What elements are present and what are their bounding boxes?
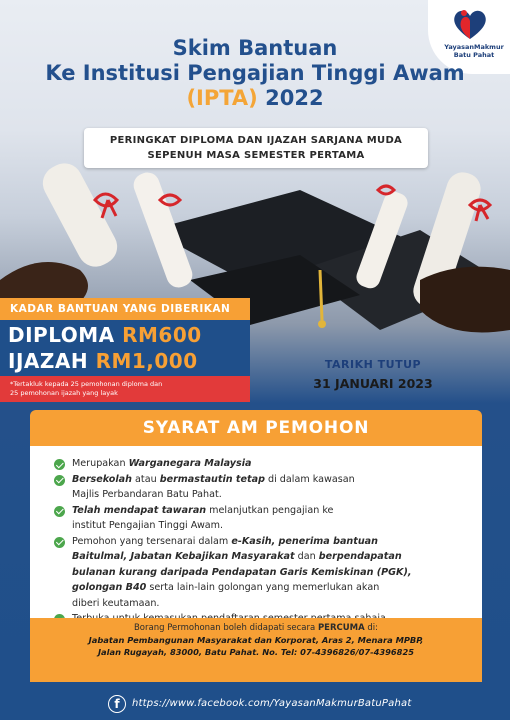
title-year: 2022 (265, 86, 324, 110)
title-line2: Ke Institusi Pengajian Tinggi Awam (45, 61, 465, 85)
syarat-item-text: institut Pengajian Tinggi Awam. (72, 520, 224, 531)
borang-line3: Jalan Rugayah, 83000, Batu Pahat. No. Tel: 07-4396826/07-4396825 (97, 647, 415, 657)
facebook-icon: f (108, 695, 126, 713)
ijazah-amount-row (8, 348, 250, 374)
closing-date-label: TARIKH TUTUP (324, 358, 422, 371)
facebook-url[interactable]: https://www.facebook.com/YayasanMakmurBatuPahat (132, 698, 412, 709)
title-line1: Skim Bantuan (172, 36, 338, 60)
syarat-item-emph: berpendapatan (318, 551, 402, 562)
check-circle-icon (54, 475, 65, 486)
syarat-item-text: melanjutkan pengajian ke (206, 504, 334, 516)
syarat-item (54, 503, 474, 534)
borang-line1 (30, 622, 482, 634)
syarat-item-text: Merupakan (72, 458, 129, 469)
subtitle-line1: PERINGKAT DIPLOMA DAN IJAZAH SARJANA MUDA (109, 135, 403, 146)
kadar-amounts (0, 320, 250, 376)
syarat-item-emph: Telah mendapat tawaran (72, 504, 207, 516)
diploma-amount-row (8, 322, 250, 348)
syarat-item-text: serta lain-lain golongan yang memerlukan akan (146, 582, 380, 593)
syarat-item-text: Pemohon yang tersenarai dalam (72, 535, 232, 547)
syarat-item-emph: Bersekolah (72, 473, 132, 485)
logo-name-line1: YayasanMakmur (444, 43, 504, 51)
syarat-list (54, 456, 474, 627)
syarat-item-emph: bulanan kurang daripada Pendapatan Garis Kemiskinan (PGK), (72, 566, 412, 578)
syarat-item (54, 456, 474, 472)
ijazah-label: IJAZAH (8, 349, 89, 373)
closing-date (298, 358, 448, 391)
title-ipta: (IPTA) (186, 86, 258, 110)
diploma-label: DIPLOMA (8, 323, 115, 347)
syarat-item-text: Majlis Perbandaran Batu Pahat. (72, 489, 222, 500)
check-circle-icon (54, 459, 65, 470)
borang-line2: Jabatan Pembangunan Masyarakat dan Korporat, Aras 2, Menara MPBP, (88, 635, 424, 645)
check-circle-icon (54, 537, 65, 548)
subtitle-line2: SEPENUH MASA SEMESTER PERTAMA (147, 150, 365, 161)
ijazah-amount: RM1,000 (95, 349, 198, 373)
footer (0, 690, 510, 720)
syarat-item-emph: Baitulmal, Jabatan Kebajikan Masyarakat (72, 551, 295, 562)
borang-text: di: (364, 623, 379, 633)
logo-name-line2: Batu Pahat (453, 50, 495, 59)
syarat-item-text: diberi keutamaan. (72, 597, 160, 609)
syarat-item-emph: e-Kasih, penerima bantuan (231, 535, 378, 547)
syarat-item-text: atau (132, 473, 160, 485)
kadar-note-line2: 25 pemohonan ijazah yang layak (10, 389, 118, 397)
subtitle-box (84, 128, 428, 168)
syarat-item (54, 472, 474, 503)
kadar-heading: KADAR BANTUAN YANG DIBERIKAN (0, 298, 250, 320)
check-circle-icon (54, 506, 65, 517)
kadar-note-line1: *Tertakluk kepada 25 pemohonan diploma dan (10, 380, 163, 388)
borang-percuma: PERCUMA (317, 623, 365, 633)
closing-date-value: 31 JANUARI 2023 (313, 376, 433, 391)
syarat-item-emph: bermastautin tetap (159, 473, 265, 485)
borang-info (30, 618, 482, 682)
borang-text: Borang Permohonan boleh didapati secara (133, 623, 318, 633)
diploma-amount: RM600 (122, 323, 202, 347)
syarat-item-text: di dalam kawasan (264, 473, 355, 485)
syarat-item-emph: Warganegara Malaysia (128, 458, 252, 469)
syarat-title: SYARAT AM PEMOHON (142, 418, 370, 438)
syarat-item-emph: golongan B40 (72, 582, 147, 593)
syarat-header (30, 410, 482, 446)
syarat-item (54, 534, 474, 612)
title-line3 (0, 86, 510, 111)
syarat-item-text: dan (294, 551, 319, 562)
kadar-note (0, 376, 250, 402)
page-title (0, 36, 510, 111)
